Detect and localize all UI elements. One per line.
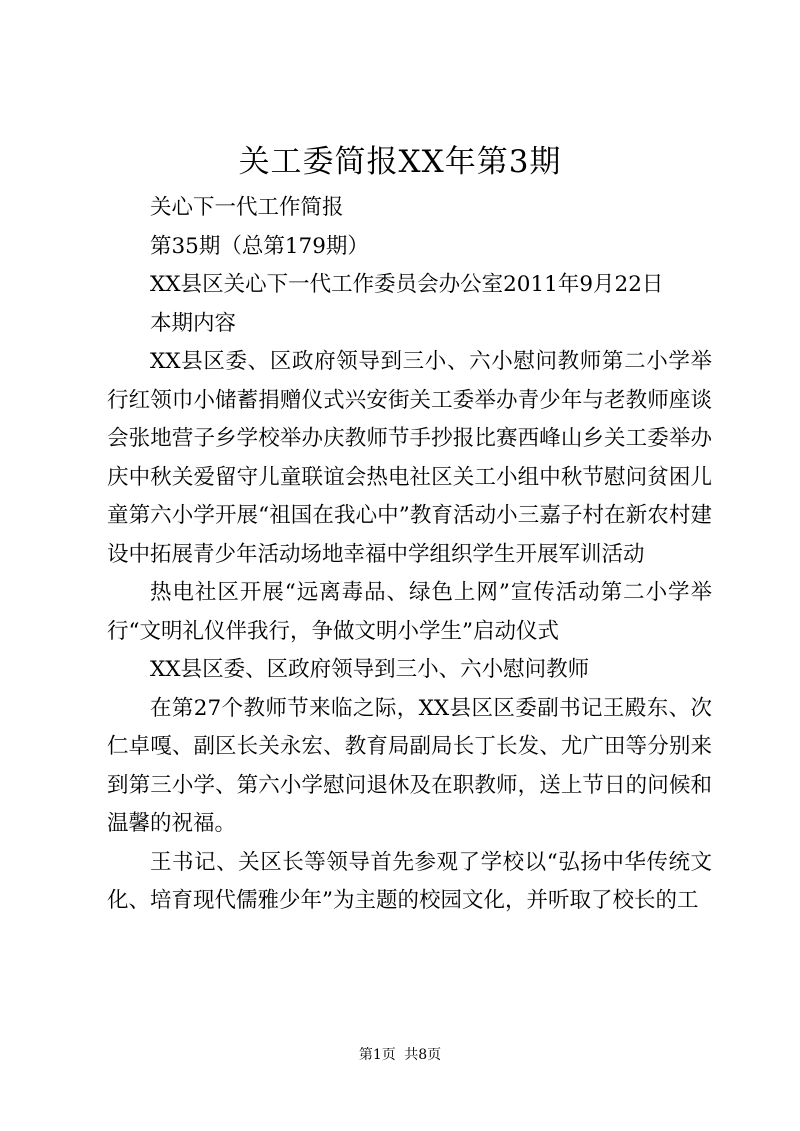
paragraph-issuer-date: XX县区关心下一代工作委员会办公室2011年9月22日 (150, 272, 664, 297)
paragraph-article-body-2: 王书记、关区长等领导首先参观了学校以“弘扬中华传统文化、培育现代儒雅少年”为主题的校园文化，并听取了校长的工 (107, 849, 712, 913)
page-footer (0, 1045, 800, 1065)
document-title: 关工委简报XX年第3期 (238, 144, 562, 180)
page-total: 共8页 (404, 1047, 442, 1063)
paragraph-contents-heading: 本期内容 (150, 310, 237, 336)
paragraph-article-body-1: 在第27个教师节来临之际，XX县区区委副书记王殿东、次仁卓嘎、副区长关永宏、教育局副局长丁长发、尤广田等分别来到第三小学、第六小学慰问退休及在职教师，送上节日的问候和温馨的祝福。 (107, 695, 712, 836)
page-number: 第1页 (358, 1047, 396, 1063)
paragraph-contents-list: XX县区委、区政府领导到三小、六小慰问教师第二小学举行红领巾小储蓄捐赠仪式兴安街关工委举办青少年与老教师座谈会张地营子乡学校举办庆教师节手抄报比赛西峰山乡关工委举办庆中秋关爱留守儿童联谊会热电社区关工小组中秋节慰问贫困儿童第六小学开展“祖国在我心中”教育活动小三嘉子村在新农村建设中拓展青少年活动场地幸福中学组织学生开展军训活动 (107, 349, 712, 567)
paragraph-contents-list-continued: 热电社区开展“远离毒品、绿色上网”宣传活动第二小学举行“文明礼仪伴我行，争做文明小学生”启动仪式 (107, 580, 712, 644)
paragraph-bulletin-name: 关心下一代工作简报 (150, 195, 344, 220)
paragraph-issue-number: 第35期（总第179期） (150, 233, 369, 259)
paragraph-article-heading: XX县区委、区政府领导到三小、六小慰问教师 (150, 657, 590, 682)
document-body (107, 189, 712, 921)
